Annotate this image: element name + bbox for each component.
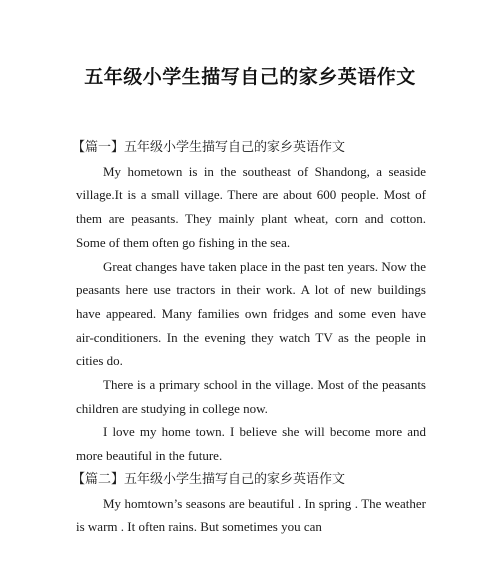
paragraph: Great changes have taken place in the past ten years. Now the peasants here use tractors in their work. A lot of new buildings have appeared. Many families own fridges and some even have air-conditioners. In the evening they watch TV as the people in cities do.: [76, 258, 426, 369]
section-heading-2: 【篇二】五年级小学生描写自己的家乡英语作文: [72, 471, 346, 487]
section-heading-1: 【篇一】五年级小学生描写自己的家乡英语作文: [72, 140, 346, 155]
document-title: 五年级小学生描写自己的家乡英语作文: [84, 66, 416, 88]
paragraph: I love my home town. I believe she will become more and more beautiful in the future.: [76, 424, 426, 464]
paragraph: My hometown is in the southeast of Shandong, a seaside village.It is a small village. There are about 600 people. Most of them are peasants. They mainly plant wheat, corn and cotton. Some of them often go fishing in the sea.: [76, 163, 426, 250]
paragraph: My homtown’s seasons are beautiful . In spring . The weather is warm . It often rains. But sometimes you can: [76, 495, 426, 535]
paragraph: There is a primary school in the village. Most of the peasants children are studying in college now.: [76, 377, 426, 416]
document-body: [72, 136, 426, 539]
